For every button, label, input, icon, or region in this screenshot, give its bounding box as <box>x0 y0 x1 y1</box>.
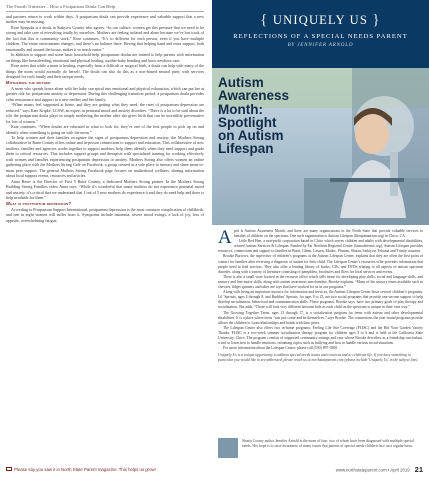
paragraph: The Lifespan Center also offers two in-home programs: Feeling Life Site Coverage (FLISC) and the Bid Your Garden Variety Thanks. FLISC is a two-week summer socialization therapy program for children ages 3 to 6 and is held at the California State University, Chico. The program consists of supported community outings and case whose Brooke describes as a friendship curriculum, a tool to learn how to handle emotions, reframing topics such as bullying and how to handle various social situations. <box>218 325 423 346</box>
title-line: Autism <box>218 75 264 90</box>
left-column <box>6 4 204 474</box>
paragraph: A mom who spends hours alone with her baby can spiral into emotional and physical exhaustion, which can put her at greater risk for postpartum anxiety or depression. During this challenging transition period, a postpartum doula provides calm reassurance and support to a new mother and her family. <box>6 85 204 102</box>
paragraph: and partners return to work within days. A postpartum doula can provide experience and valuable support that a new mother may be missing. <box>6 14 204 25</box>
paragraph: Rose Speguda is a doula in Stakyow County who agrees. “In our culture, women get this pressure that we need to be strong and take care of everything totally by ourselves. Mothers are feeling isolated and alone because we've lost track of the fact that this is community work.” Rose continues, “It’s so different for each person, even if you have multiple children. The entire environment changes, and there’s no balance there. Having that helping hand and extra support, both emotionally and around the house, makes it so much easier.” <box>6 24 204 52</box>
paragraph: Anna Raser is the Director of First 5 Butte County, a dedicated Mothers Strong partner. In the Mothers Strong Building Strong Families video Anna says, “While it’s wonderful that many mothers do not experience perinatal mood and anxiety, it’s critical that we understand that 1 out of 5 new mothers do experience it and they do need help and there is help available for them.” <box>6 178 204 200</box>
brace-left: { <box>260 12 269 28</box>
column-brand <box>212 12 429 29</box>
title-line: Lifespan <box>218 141 274 157</box>
feature-article-body <box>218 229 423 351</box>
footer-left <box>6 467 204 472</box>
title-line: Awareness <box>218 88 290 104</box>
page-number: 21 <box>414 465 423 474</box>
running-head: The Fourth Trimester – How a Postpartum Doula Can Help <box>6 4 204 12</box>
paragraph: For more information about the Lifespan Center, please call (530) 897-0300. <box>223 346 339 351</box>
paragraph: Rose notes that while a mom is healing, especially from a difficult or surgical birth, a doula can help with many of the things the mom would normally do herself. The doula can also do this as a non-biased neutral party with services designed for each family and their unique needs. <box>6 63 204 79</box>
paragraph: In addition to support and some basic household help, postpartum doulas are trained to help parents with information on things like breastfeeding, emotional and physical healing, mother-baby bonding and basic newborn care. <box>6 52 204 63</box>
author-bio-text: Shasta County author Jennifer Arnold is the mom of four, two of whom have been diagnosed with multiple special needs. Her hope is to raise awareness of many issues that parents of special needs children face on a regular basis. <box>242 439 414 448</box>
brace-right: } <box>372 12 381 28</box>
title-line: Month: <box>218 101 263 117</box>
column-note: Uniquely Us is a unique opportunity to address special needs issues and concerns and to celebrate life. If you have something in particular you would like to see addressed, please reach us at northstateparent.com (please include 'Uniquely Us' in the subject line). <box>218 353 419 363</box>
paragraph: Along with being an important resource for information and services, the Autism Lifespan Center hosts several children’s programs. Lil’ Sprouts, ages 4 through 8, and Buddies’ Sprouts, for ages 9 to 25, are two social programs that provide one-on-one support to help develop socialization, behavioral and communication skills. These programs, Brooke says, have two primary goals of play therapy and socialization. She adds, “Those will look very different between kids as each child on the spectrum is unique in their own way.” <box>218 290 423 310</box>
column-subtitle: REFLECTIONS OF A SPECIAL NEEDS PARENT <box>233 33 408 40</box>
paragraph: The Growing Together Teens, ages 13 through 17, is a socialization program for teens with autism and other developmental disabilities. It is a place where teens “can just come and be themselves,” says Brooke. The connections the year-round programs provide allows the children to form relationships and bonds with their peers. <box>218 310 423 325</box>
feature-title <box>218 76 289 156</box>
paragraph: Little Red Hen, a non-profit corporation based in Chico which serves children and adults with developmental disabilities, created Autism Services & Lifespan. Funded by Far Northern Regional Center (farnorthernrc.org), Autism Lifespan provides resources, connections and support to families in Butte, Glenn, Lassen, Modoc, Plumas, Shasta, Siskiyou, Tehama and Trinity counties. <box>218 239 423 254</box>
column-author: BY JENNIFER ARNOLD <box>287 42 354 48</box>
brand-name: UNIQUELY US <box>272 13 369 27</box>
paragraph: “When moms feel supported at home, and they are getting what they need, the rates of postpartum depression are reduced,” says Kate Kripke, LCSW, an expert in perinatal mood and anxiety disorders. “There is a lot to be said about the role the postpartum doula plays in simply mothering the mother after she gives birth that can be incredibly preventative for lots of women.” <box>6 102 204 124</box>
paragraph: Brooke Burrows, the supervisor of children’s programs at the Autism Lifespan Center, explains that they are often the first point of contact for families after receiving a diagnosis of autism for their child. The Lifespan Center’s resources offer provides information that people need to find services. They also offer a lending library of books, CDs, and DVDs relating to all aspects of autism spectrum disorder, along with a variety of literature consisting of pamphlets, brochures and fliers for local services and events. <box>218 254 423 274</box>
column-banner <box>212 0 429 68</box>
paragraph: According to Postpartum Support International, postpartum depression is the most common complication of childbirth, and one in eight women will suffer from it. Symptoms include insomnia, severe mood swings, a lack of joy, loss of appetite, overwhelming fatigue, <box>6 206 204 223</box>
paragraph: Kate continues, “When doulas are educated in what to look for, they’re one of the first people to pick up on and identify when something is going on with the mom.” <box>6 124 204 135</box>
feature-photo <box>212 68 429 225</box>
title-line: on Autism <box>218 128 284 144</box>
subhead-postpartum: What is postpartum depression? <box>6 201 72 207</box>
footer-promo: Please say you saw it in North State Parent magazine. This helps us grow! <box>14 467 156 472</box>
left-article-body <box>6 14 204 223</box>
footer-right <box>212 465 423 474</box>
author-bio <box>218 438 423 458</box>
title-line: Spotlight <box>218 114 277 130</box>
paragraph: To help women and their families recognize the signs of postpartum depression and anxiety, the Mothers Strong collaborative in Butte County offers online and in-person connections to support and education. This collaborative of new mothers, families and agencies works together to support mothers, help them identify when they need support and guide them to critical resources. That includes support groups and therapists with specialized training for working effectively with women and families experiencing postpartum depression or anxiety. Mothers Strong also offers women an online gathering place with the Mothers Strong Café on Facebook, a group created as a safe place to interact and share mom-to-mom peer support. The general Mothers Strong Facebook page focuses on motherhood wellness, sharing information about local support events, resources and articles. <box>6 134 204 179</box>
author-photo <box>218 438 238 458</box>
drop-cap: A <box>218 227 232 248</box>
paragraph-text: pril is Autism Awareness Month, and there are many organizations in the North State that provide valuable services to families of children on the spectrum. One such organization is Autism Lifespan (lifespanautism.org) in Chico, CA. <box>233 229 423 239</box>
right-column <box>212 0 429 481</box>
envelope-icon <box>6 467 12 471</box>
footer-url-date: www.northstateparent.com • April 2019 <box>335 467 410 473</box>
subhead-mothering: Mothering the mother <box>6 80 51 86</box>
paragraph: There is also a small store located in the resource office which sells items for developing play skills, social and language skills, and sensory and fine motor skills, along with autism awareness merchandise. Brooke explains, “Many of the sensory items available such as chewies, fidget spinners and tubes are toys that have worked for us in our programs.” <box>218 274 423 290</box>
feature-article <box>218 229 423 363</box>
